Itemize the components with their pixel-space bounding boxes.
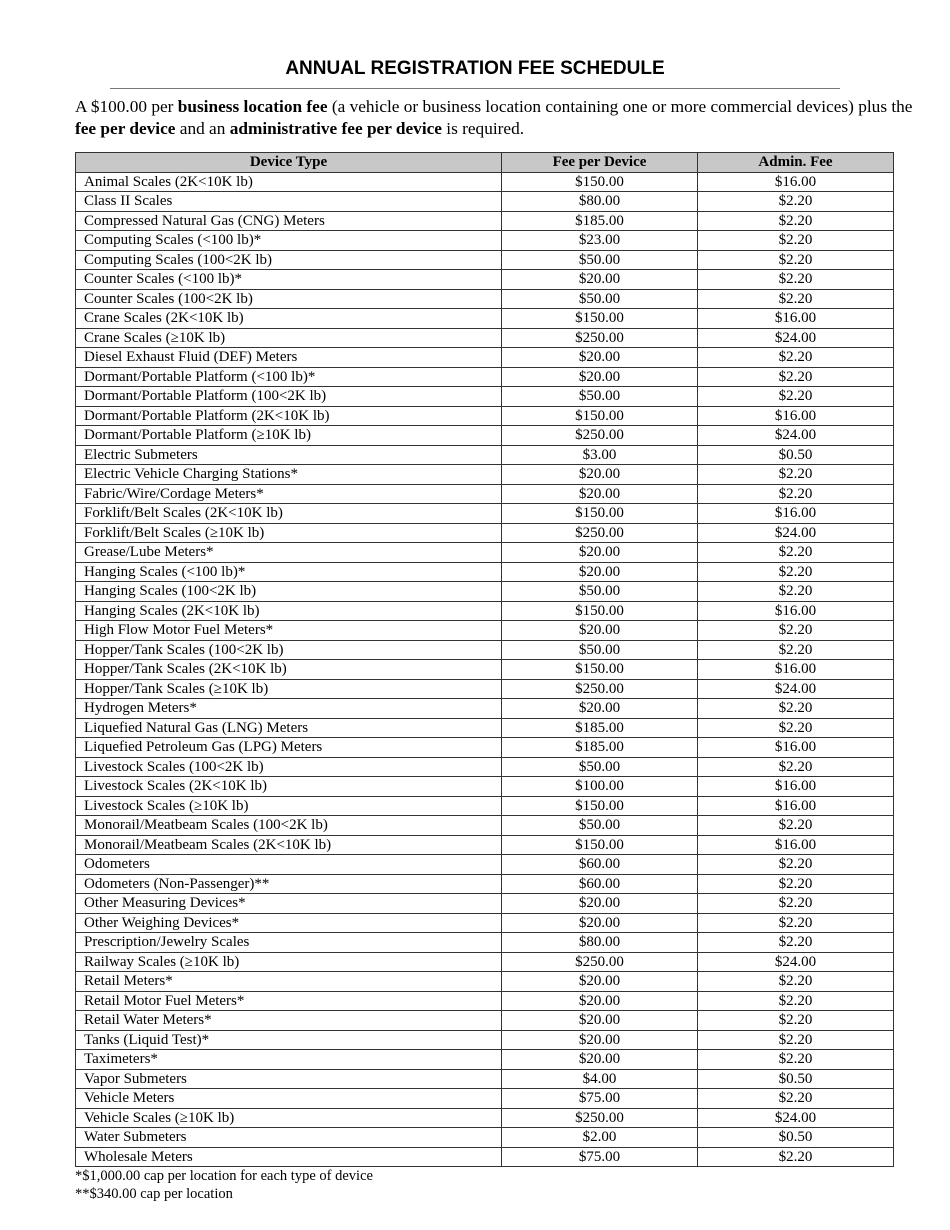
fee-schedule-table — [75, 152, 894, 1167]
cell-fee-per-device: $20.00 — [502, 348, 698, 368]
intro-paragraph — [75, 96, 935, 140]
table-row — [76, 1108, 894, 1128]
cell-admin-fee: $24.00 — [698, 523, 894, 543]
cell-device-type: Counter Scales (100<2K lb) — [76, 289, 502, 309]
cell-device-type: Dormant/Portable Platform (≥10K lb) — [76, 426, 502, 446]
cell-admin-fee: $2.20 — [698, 640, 894, 660]
cell-fee-per-device: $250.00 — [502, 952, 698, 972]
cell-device-type: Taximeters* — [76, 1050, 502, 1070]
table-row — [76, 621, 894, 641]
cell-fee-per-device: $4.00 — [502, 1069, 698, 1089]
cell-device-type: Hanging Scales (100<2K lb) — [76, 582, 502, 602]
cell-device-type: Retail Motor Fuel Meters* — [76, 991, 502, 1011]
cell-device-type: Electric Submeters — [76, 445, 502, 465]
cell-fee-per-device: $2.00 — [502, 1128, 698, 1148]
cell-fee-per-device: $60.00 — [502, 855, 698, 875]
cell-admin-fee: $24.00 — [698, 1108, 894, 1128]
cell-device-type: Prescription/Jewelry Scales — [76, 933, 502, 953]
table-row — [76, 172, 894, 192]
cell-admin-fee: $2.20 — [698, 894, 894, 914]
cell-fee-per-device: $50.00 — [502, 387, 698, 407]
cell-device-type: Hanging Scales (2K<10K lb) — [76, 601, 502, 621]
cell-fee-per-device: $20.00 — [502, 1011, 698, 1031]
cell-admin-fee: $24.00 — [698, 952, 894, 972]
header-admin-fee: Admin. Fee — [698, 153, 894, 173]
cell-device-type: Crane Scales (≥10K lb) — [76, 328, 502, 348]
table-row — [76, 933, 894, 953]
cell-admin-fee: $2.20 — [698, 757, 894, 777]
cell-fee-per-device: $3.00 — [502, 445, 698, 465]
cell-fee-per-device: $20.00 — [502, 1050, 698, 1070]
cell-fee-per-device: $20.00 — [502, 991, 698, 1011]
cell-admin-fee: $2.20 — [698, 250, 894, 270]
cell-device-type: Compressed Natural Gas (CNG) Meters — [76, 211, 502, 231]
table-row — [76, 972, 894, 992]
intro-bold-business-location-fee: business location fee — [177, 97, 328, 116]
cell-fee-per-device: $75.00 — [502, 1147, 698, 1167]
cell-device-type: Dormant/Portable Platform (2K<10K lb) — [76, 406, 502, 426]
cell-fee-per-device: $150.00 — [502, 504, 698, 524]
cell-admin-fee: $24.00 — [698, 679, 894, 699]
cell-device-type: Liquefied Petroleum Gas (LPG) Meters — [76, 738, 502, 758]
table-row — [76, 211, 894, 231]
cell-fee-per-device: $150.00 — [502, 406, 698, 426]
cell-fee-per-device: $75.00 — [502, 1089, 698, 1109]
cell-device-type: Railway Scales (≥10K lb) — [76, 952, 502, 972]
cell-device-type: Hanging Scales (<100 lb)* — [76, 562, 502, 582]
table-row — [76, 484, 894, 504]
table-row — [76, 192, 894, 212]
cell-fee-per-device: $50.00 — [502, 816, 698, 836]
cell-admin-fee: $2.20 — [698, 699, 894, 719]
table-row — [76, 718, 894, 738]
table-row — [76, 445, 894, 465]
cell-admin-fee: $16.00 — [698, 309, 894, 329]
cell-admin-fee: $2.20 — [698, 1011, 894, 1031]
table-row — [76, 1147, 894, 1167]
table-row — [76, 1050, 894, 1070]
cell-fee-per-device: $185.00 — [502, 718, 698, 738]
cell-admin-fee: $16.00 — [698, 796, 894, 816]
cell-device-type: Electric Vehicle Charging Stations* — [76, 465, 502, 485]
table-row — [76, 289, 894, 309]
cell-fee-per-device: $23.00 — [502, 231, 698, 251]
cell-admin-fee: $24.00 — [698, 328, 894, 348]
cell-fee-per-device: $50.00 — [502, 582, 698, 602]
cell-admin-fee: $2.20 — [698, 484, 894, 504]
title-underline — [110, 88, 840, 89]
intro-text-2: (a vehicle or business location containing one or more commercial devices) plus the — [327, 97, 913, 116]
cell-device-type: High Flow Motor Fuel Meters* — [76, 621, 502, 641]
cell-device-type: Other Measuring Devices* — [76, 894, 502, 914]
table-row — [76, 738, 894, 758]
cell-admin-fee: $2.20 — [698, 367, 894, 387]
table-row — [76, 309, 894, 329]
cell-admin-fee: $2.20 — [698, 855, 894, 875]
cell-admin-fee: $0.50 — [698, 1069, 894, 1089]
table-row — [76, 699, 894, 719]
intro-text-4: is required. — [441, 119, 525, 138]
table-row — [76, 640, 894, 660]
cell-admin-fee: $2.20 — [698, 1147, 894, 1167]
cell-device-type: Livestock Scales (2K<10K lb) — [76, 777, 502, 797]
cell-device-type: Computing Scales (100<2K lb) — [76, 250, 502, 270]
cell-admin-fee: $2.20 — [698, 543, 894, 563]
table-row — [76, 757, 894, 777]
cell-device-type: Grease/Lube Meters* — [76, 543, 502, 563]
cell-admin-fee: $2.20 — [698, 270, 894, 290]
cell-device-type: Computing Scales (<100 lb)* — [76, 231, 502, 251]
cell-fee-per-device: $20.00 — [502, 562, 698, 582]
footnote-single-asterisk: *$1,000.00 cap per location for each type of device — [75, 1168, 373, 1184]
cell-admin-fee: $16.00 — [698, 835, 894, 855]
cell-admin-fee: $2.20 — [698, 289, 894, 309]
cell-fee-per-device: $60.00 — [502, 874, 698, 894]
intro-bold-fee-per-device: fee per device — [75, 119, 176, 138]
cell-admin-fee: $2.20 — [698, 991, 894, 1011]
cell-fee-per-device: $20.00 — [502, 543, 698, 563]
cell-fee-per-device: $50.00 — [502, 640, 698, 660]
table-row — [76, 270, 894, 290]
header-fee-per-device: Fee per Device — [502, 153, 698, 173]
cell-admin-fee: $24.00 — [698, 426, 894, 446]
cell-fee-per-device: $50.00 — [502, 757, 698, 777]
cell-admin-fee: $16.00 — [698, 738, 894, 758]
cell-device-type: Dormant/Portable Platform (100<2K lb) — [76, 387, 502, 407]
cell-fee-per-device: $50.00 — [502, 289, 698, 309]
cell-device-type: Hopper/Tank Scales (2K<10K lb) — [76, 660, 502, 680]
cell-device-type: Tanks (Liquid Test)* — [76, 1030, 502, 1050]
cell-fee-per-device: $185.00 — [502, 738, 698, 758]
cell-fee-per-device: $250.00 — [502, 523, 698, 543]
cell-admin-fee: $2.20 — [698, 621, 894, 641]
cell-fee-per-device: $20.00 — [502, 972, 698, 992]
cell-device-type: Fabric/Wire/Cordage Meters* — [76, 484, 502, 504]
cell-device-type: Water Submeters — [76, 1128, 502, 1148]
table-body — [76, 172, 894, 1167]
cell-device-type: Hopper/Tank Scales (≥10K lb) — [76, 679, 502, 699]
table-header-row — [76, 153, 894, 173]
cell-admin-fee: $2.20 — [698, 231, 894, 251]
table-row — [76, 562, 894, 582]
cell-admin-fee: $16.00 — [698, 601, 894, 621]
table-row — [76, 582, 894, 602]
cell-admin-fee: $16.00 — [698, 172, 894, 192]
cell-fee-per-device: $150.00 — [502, 796, 698, 816]
table-row — [76, 250, 894, 270]
cell-fee-per-device: $250.00 — [502, 328, 698, 348]
cell-device-type: Odometers — [76, 855, 502, 875]
table-row — [76, 874, 894, 894]
footnote-double-asterisk: **$340.00 cap per location — [75, 1186, 233, 1202]
table-row — [76, 894, 894, 914]
table-row — [76, 1030, 894, 1050]
cell-fee-per-device: $150.00 — [502, 309, 698, 329]
table-row — [76, 348, 894, 368]
table-row — [76, 777, 894, 797]
cell-fee-per-device: $20.00 — [502, 699, 698, 719]
cell-admin-fee: $2.20 — [698, 192, 894, 212]
cell-device-type: Monorail/Meatbeam Scales (100<2K lb) — [76, 816, 502, 836]
cell-device-type: Retail Water Meters* — [76, 1011, 502, 1031]
cell-admin-fee: $0.50 — [698, 1128, 894, 1148]
cell-device-type: Liquefied Natural Gas (LNG) Meters — [76, 718, 502, 738]
cell-fee-per-device: $250.00 — [502, 426, 698, 446]
cell-fee-per-device: $20.00 — [502, 484, 698, 504]
cell-device-type: Odometers (Non-Passenger)** — [76, 874, 502, 894]
table-row — [76, 855, 894, 875]
cell-fee-per-device: $150.00 — [502, 601, 698, 621]
cell-admin-fee: $16.00 — [698, 406, 894, 426]
table-row — [76, 913, 894, 933]
cell-fee-per-device: $185.00 — [502, 211, 698, 231]
cell-device-type: Counter Scales (<100 lb)* — [76, 270, 502, 290]
table-row — [76, 1128, 894, 1148]
table-row — [76, 1011, 894, 1031]
intro-bold-admin-fee: administrative fee per device — [229, 119, 442, 138]
cell-admin-fee: $2.20 — [698, 972, 894, 992]
table-row — [76, 387, 894, 407]
cell-fee-per-device: $80.00 — [502, 933, 698, 953]
cell-admin-fee: $2.20 — [698, 348, 894, 368]
cell-admin-fee: $2.20 — [698, 562, 894, 582]
table-row — [76, 504, 894, 524]
cell-fee-per-device: $150.00 — [502, 172, 698, 192]
cell-device-type: Crane Scales (2K<10K lb) — [76, 309, 502, 329]
table-row — [76, 1069, 894, 1089]
table-row — [76, 543, 894, 563]
table-row — [76, 601, 894, 621]
intro-text-3: and an — [175, 119, 230, 138]
table-row — [76, 679, 894, 699]
cell-device-type: Vapor Submeters — [76, 1069, 502, 1089]
cell-device-type: Livestock Scales (100<2K lb) — [76, 757, 502, 777]
table-row — [76, 231, 894, 251]
cell-fee-per-device: $100.00 — [502, 777, 698, 797]
table-row — [76, 952, 894, 972]
cell-admin-fee: $2.20 — [698, 465, 894, 485]
cell-device-type: Retail Meters* — [76, 972, 502, 992]
cell-device-type: Monorail/Meatbeam Scales (2K<10K lb) — [76, 835, 502, 855]
footnotes — [75, 1167, 373, 1203]
cell-admin-fee: $2.20 — [698, 1030, 894, 1050]
cell-device-type: Vehicle Meters — [76, 1089, 502, 1109]
cell-fee-per-device: $80.00 — [502, 192, 698, 212]
cell-admin-fee: $2.20 — [698, 718, 894, 738]
table-row — [76, 991, 894, 1011]
header-device-type: Device Type — [76, 153, 502, 173]
cell-fee-per-device: $150.00 — [502, 835, 698, 855]
cell-admin-fee: $2.20 — [698, 387, 894, 407]
cell-admin-fee: $2.20 — [698, 582, 894, 602]
cell-admin-fee: $2.20 — [698, 874, 894, 894]
cell-admin-fee: $2.20 — [698, 816, 894, 836]
cell-device-type: Livestock Scales (≥10K lb) — [76, 796, 502, 816]
table-row — [76, 426, 894, 446]
cell-device-type: Vehicle Scales (≥10K lb) — [76, 1108, 502, 1128]
cell-device-type: Dormant/Portable Platform (<100 lb)* — [76, 367, 502, 387]
table-row — [76, 328, 894, 348]
cell-device-type: Hopper/Tank Scales (100<2K lb) — [76, 640, 502, 660]
cell-device-type: Hydrogen Meters* — [76, 699, 502, 719]
table-row — [76, 796, 894, 816]
table-row — [76, 816, 894, 836]
cell-device-type: Animal Scales (2K<10K lb) — [76, 172, 502, 192]
table-row — [76, 660, 894, 680]
cell-device-type: Other Weighing Devices* — [76, 913, 502, 933]
cell-device-type: Diesel Exhaust Fluid (DEF) Meters — [76, 348, 502, 368]
cell-fee-per-device: $20.00 — [502, 913, 698, 933]
cell-admin-fee: $2.20 — [698, 1050, 894, 1070]
cell-admin-fee: $16.00 — [698, 504, 894, 524]
cell-admin-fee: $2.20 — [698, 1089, 894, 1109]
intro-text-1: A $100.00 per — [75, 97, 178, 116]
cell-fee-per-device: $20.00 — [502, 367, 698, 387]
cell-fee-per-device: $20.00 — [502, 1030, 698, 1050]
cell-device-type: Wholesale Meters — [76, 1147, 502, 1167]
cell-fee-per-device: $150.00 — [502, 660, 698, 680]
table-row — [76, 465, 894, 485]
cell-admin-fee: $0.50 — [698, 445, 894, 465]
cell-fee-per-device: $20.00 — [502, 621, 698, 641]
cell-admin-fee: $2.20 — [698, 211, 894, 231]
cell-fee-per-device: $250.00 — [502, 1108, 698, 1128]
cell-fee-per-device: $250.00 — [502, 679, 698, 699]
table-row — [76, 367, 894, 387]
cell-fee-per-device: $50.00 — [502, 250, 698, 270]
cell-admin-fee: $2.20 — [698, 913, 894, 933]
cell-device-type: Forklift/Belt Scales (≥10K lb) — [76, 523, 502, 543]
cell-fee-per-device: $20.00 — [502, 894, 698, 914]
cell-admin-fee: $16.00 — [698, 777, 894, 797]
cell-fee-per-device: $20.00 — [502, 270, 698, 290]
table-row — [76, 835, 894, 855]
table-row — [76, 523, 894, 543]
page-title: ANNUAL REGISTRATION FEE SCHEDULE — [285, 58, 665, 79]
table-row — [76, 1089, 894, 1109]
cell-admin-fee: $16.00 — [698, 660, 894, 680]
cell-admin-fee: $2.20 — [698, 933, 894, 953]
table-row — [76, 406, 894, 426]
cell-device-type: Class II Scales — [76, 192, 502, 212]
cell-fee-per-device: $20.00 — [502, 465, 698, 485]
cell-device-type: Forklift/Belt Scales (2K<10K lb) — [76, 504, 502, 524]
